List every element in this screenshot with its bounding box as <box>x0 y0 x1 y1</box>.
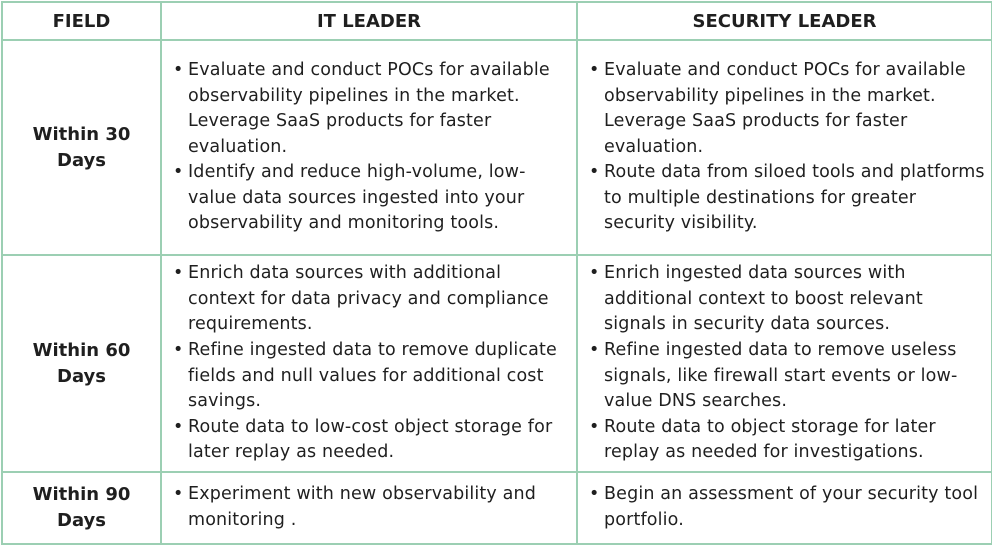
security-leader-cell <box>577 40 992 255</box>
header-security-leader: SECURITY LEADER <box>577 2 992 40</box>
bullet-list <box>172 58 570 237</box>
list-item: • Route data from siloed tools and platforms to multiple destinations for greater security visibility. <box>588 160 985 237</box>
header-field: FIELD <box>2 2 161 40</box>
bullet-list <box>172 482 570 533</box>
it-leader-cell <box>161 472 577 544</box>
list-item: • Evaluate and conduct POCs for available observability pipelines in the market. Leverage SaaS products for faster evaluation. <box>588 58 985 160</box>
security-leader-cell <box>577 255 992 472</box>
list-item: • Experiment with new observability and monitoring . <box>172 482 570 533</box>
bullet-list <box>588 58 985 237</box>
field-cell <box>2 255 161 472</box>
table-row <box>2 255 992 472</box>
list-item: • Begin an assessment of your security tool portfolio. <box>588 482 985 533</box>
table-row <box>2 472 992 544</box>
list-item: • Enrich ingested data sources with additional context to boost relevant signals in security data sources. <box>588 261 985 338</box>
field-label-line2: Days <box>57 149 106 171</box>
it-leader-cell <box>161 40 577 255</box>
bullet-list <box>588 482 985 533</box>
field-cell <box>2 40 161 255</box>
list-item: • Route data to low-cost object storage for later replay as needed. <box>172 415 570 466</box>
field-label-line1: Within 30 <box>32 123 131 145</box>
bullet-list <box>588 261 985 466</box>
header-it-leader: IT LEADER <box>161 2 577 40</box>
list-item: • Enrich data sources with additional context for data privacy and compliance requirements. <box>172 261 570 338</box>
list-item: • Identify and reduce high-volume, low-value data sources ingested into your observability and monitoring tools. <box>172 160 570 237</box>
table-row <box>2 40 992 255</box>
field-label-line2: Days <box>57 365 106 387</box>
field-label-line2: Days <box>57 510 106 531</box>
list-item: • Evaluate and conduct POCs for available observability pipelines in the market. Leverage SaaS products for faster evaluation. <box>172 58 570 160</box>
field-cell <box>2 472 161 544</box>
list-item: • Route data to object storage for later replay as needed for investigations. <box>588 415 985 466</box>
field-label-line1: Within 90 <box>32 484 131 505</box>
bullet-list <box>172 261 570 466</box>
security-leader-cell <box>577 472 992 544</box>
list-item: • Refine ingested data to remove duplicate fields and null values for additional cost savings. <box>172 338 570 415</box>
field-label-line1: Within 60 <box>32 339 131 361</box>
header-row <box>2 2 992 40</box>
list-item: • Refine ingested data to remove useless signals, like firewall start events or low-value DNS searches. <box>588 338 985 415</box>
roadmap-table <box>1 1 992 545</box>
it-leader-cell <box>161 255 577 472</box>
